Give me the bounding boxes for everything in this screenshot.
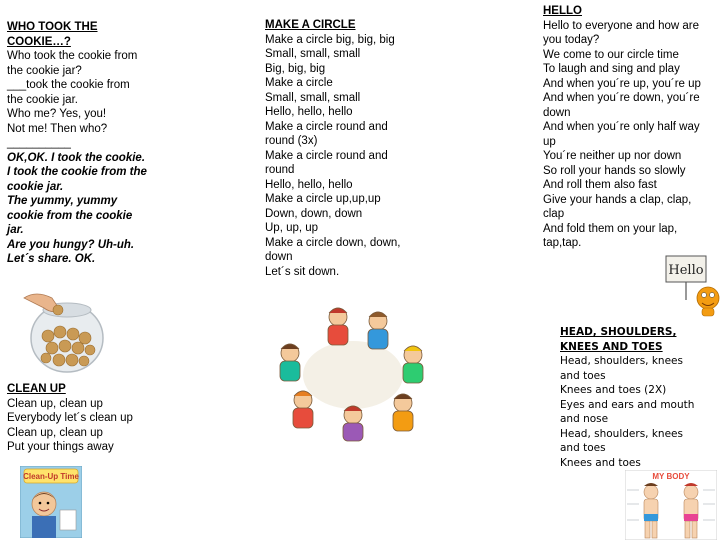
song-line: And fold them on your lap, tap,tap. [543,222,681,249]
song-line: So roll your hands so slowly [543,164,686,177]
cleanup-song-title: CLEAN UP [7,383,66,395]
song-line: Make a circle round and round [265,149,391,176]
song-line: Clean up, clean up [7,397,103,410]
hello-sign-text: Hello [668,263,704,278]
cookie-jar-image [22,288,112,378]
song-line: Up, up, up [265,222,319,234]
song-line: I took the cookie from the cookie jar. [7,166,151,193]
song-line: OK,OK. I took the cookie. [7,151,146,164]
song-line: Make a circle up,up,up [265,193,381,205]
song-line: Head, shoulders, knees and toes [560,427,687,454]
song-line: To laugh and sing and play [543,63,680,75]
song-line: Big, big, big [265,62,326,75]
song-line: Make a circle big, big, big [265,33,395,46]
circle-song-title: MAKE A CIRCLE [265,19,356,31]
song-line: Who me? Yes, you! [7,108,107,120]
song-line: Down, down, down [265,207,363,220]
hello-sign-image [664,254,720,318]
song-line: ___took the cookie from the cookie jar. [7,79,133,106]
song-line: We come to our circle time [543,48,679,61]
song-line: Knees and toes [560,456,641,469]
song-line: Everybody let´s clean up [7,412,133,424]
song-line: Put your things away [7,441,114,453]
head-song [560,325,705,470]
song-line: Who took the cookie from the cookie jar? [7,50,141,77]
song-line: Are you hungy? Uh-uh. [7,238,135,251]
song-line: Small, small, small [265,91,361,104]
hello-song-title: HELLO [543,5,582,17]
song-line: __________ [7,137,71,149]
book-cover-title: Clean-Up Time [23,472,79,481]
song-line: Head, shoulders, knees and toes [560,355,687,382]
circle-song [265,18,415,279]
hello-song [543,4,715,251]
song-line: Eyes and ears and mouth and nose [560,398,698,425]
song-line: The yummy, yummy cookie from the cookie jar. [7,195,136,236]
song-line: Let´s share. OK. [7,253,96,265]
cookie-song [7,20,151,267]
song-line: And when you´re up, you´re up [543,77,701,90]
song-line: And when you´re down, you´re down [543,92,703,119]
song-line: Clean up, clean up [7,426,103,439]
song-line: Not me! Then who? [7,122,108,135]
song-line: Hello, hello, hello [265,106,353,118]
song-line: Give your hands a clap, clap, clap [543,193,695,220]
head-song-title: HEAD, SHOULDERS, KNEES AND TOES [560,326,677,353]
poster-title: MY BODY [652,472,690,481]
song-line: Make a circle down, down, down [265,236,404,263]
song-line: Small, small, small [265,48,361,60]
song-line: You´re neither up nor down [543,150,682,162]
cleanup-book-image [20,466,82,538]
song-line: Hello, hello, hello [265,178,353,191]
song-line: Hello to everyone and how are you today? [543,19,703,46]
song-line: Make a circle [265,77,333,89]
song-line: Let´s sit down. [265,265,340,278]
song-line: Knees and toes (2X) [560,384,667,396]
song-line: And when you´re only half way up [543,121,703,148]
cookie-song-title: WHO TOOK THE COOKIE…? [7,21,98,48]
cleanup-song [7,382,157,455]
song-line: Make a circle round and round (3x) [265,120,391,147]
song-line: And roll them also fast [543,179,657,191]
children-circle-image [268,295,438,443]
my-body-poster-image [625,470,717,540]
